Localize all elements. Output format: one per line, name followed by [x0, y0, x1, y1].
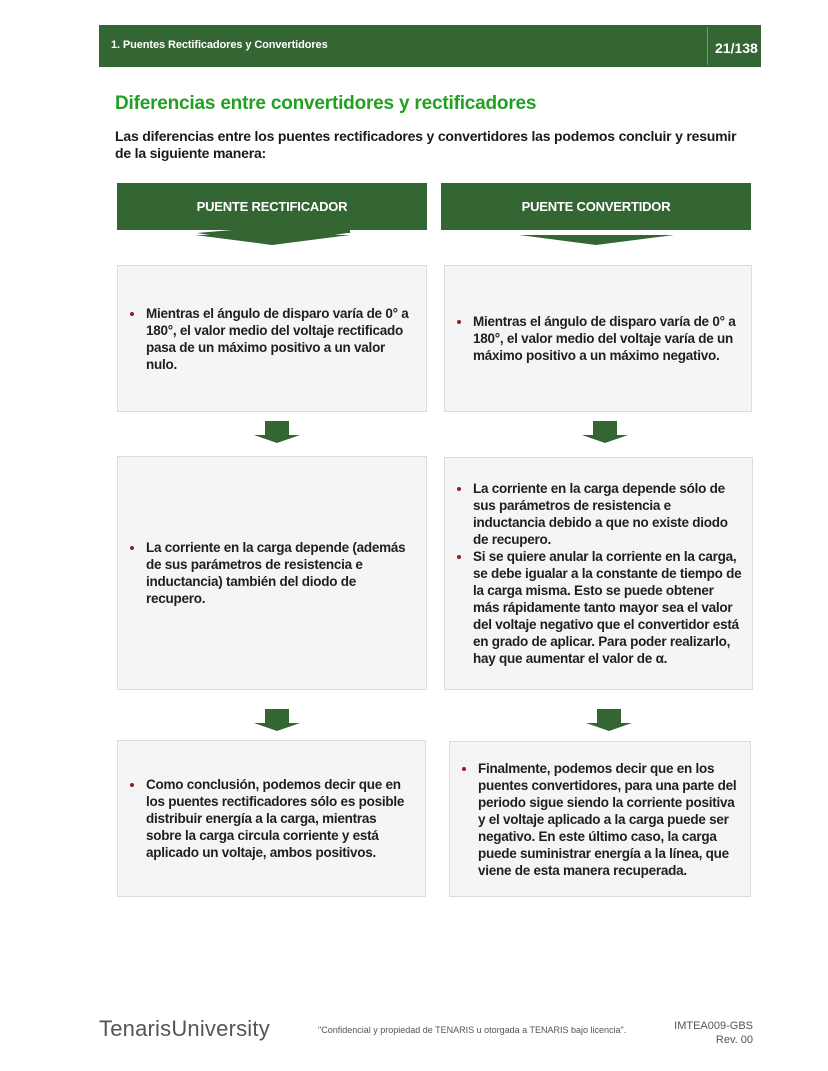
converter-box-2: [444, 457, 753, 690]
bullet-item: Si se quiere anular la corriente en la carga, se debe igualar a la constante de tiempo de la carga misma. Esto se puede obtener más rápidamente tanto mayor sea el valor del voltaje negativo que el convertidor está en grado de aplicar. Para poder realizarlo, hay que aumentar el valor de α.: [473, 549, 742, 666]
header-divider: [707, 27, 708, 65]
bullet-item: Mientras el ángulo de disparo varía de 0° a 180°, el valor medio del voltaje rectificado pasa de un máximo positivo a un valor nulo.: [146, 305, 416, 373]
header-bar: [99, 25, 761, 67]
bullet-item: Como conclusión, podemos decir que en los puentes rectificadores sólo es posible distribuir energía a la carga, mientras sobre la carga circula corriente y está aplicado un voltaje, ambos positivos.: [146, 776, 415, 861]
header-arrow-shape: [117, 183, 429, 245]
section-title: 1. Puentes Rectificadores y Convertidores: [111, 39, 328, 51]
down-arrow-icon: [584, 709, 634, 733]
column-header-rectifier: [117, 183, 427, 245]
rectifier-box-2: [117, 456, 427, 690]
bullet-item: Finalmente, podemos decir que en los puentes convertidores, para una parte del periodo sigue siendo la corriente positiva y el voltaje aplicado a la carga puede ser negativo. En este último caso, la carga puede suministrar energía a la línea, que viene de esta manera recuperada.: [478, 760, 740, 879]
converter-box-3: [449, 741, 751, 897]
down-arrow-icon: [580, 421, 630, 445]
intro-paragraph: Las diferencias entre los puentes rectificadores y convertidores las podemos concluir y resumir de la siguiente manera:: [115, 128, 737, 161]
rectifier-box-1: [117, 265, 427, 412]
converter-box-1: [444, 265, 752, 412]
page-counter: 21/138: [715, 40, 758, 56]
column-heading: PUENTE RECTIFICADOR: [196, 199, 348, 214]
doc-id: IMTEA009-GBS: [674, 1020, 753, 1032]
document-code: [663, 1019, 753, 1047]
header-arrow-shape: [441, 183, 753, 245]
down-arrow-icon: [252, 421, 302, 445]
column-header-converter: [441, 183, 751, 245]
tenaris-university-logo: TenarisUniversity: [99, 1016, 270, 1041]
bullet-item: La corriente en la carga depende sólo de sus parámetros de resistencia e inductancia debido a que no existe diodo de recupero.: [473, 480, 742, 548]
rectifier-box-3: [117, 740, 426, 897]
page-title: Diferencias entre convertidores y rectificadores: [115, 93, 537, 114]
bullet-item: La corriente en la carga depende (además de sus parámetros de resistencia e inductancia) también del diodo de recupero.: [146, 539, 416, 607]
confidentiality-notice: "Confidencial y propiedad de TENARIS u otorgada a TENARIS bajo licencia".: [318, 1025, 627, 1035]
bullet-item: Mientras el ángulo de disparo varía de 0° a 180°, el valor medio del voltaje varía de un máximo positivo a un máximo negativo.: [473, 313, 741, 364]
revision: Rev. 00: [715, 1034, 753, 1046]
down-arrow-icon: [252, 709, 302, 733]
column-heading: PUENTE CONVERTIDOR: [521, 199, 671, 214]
